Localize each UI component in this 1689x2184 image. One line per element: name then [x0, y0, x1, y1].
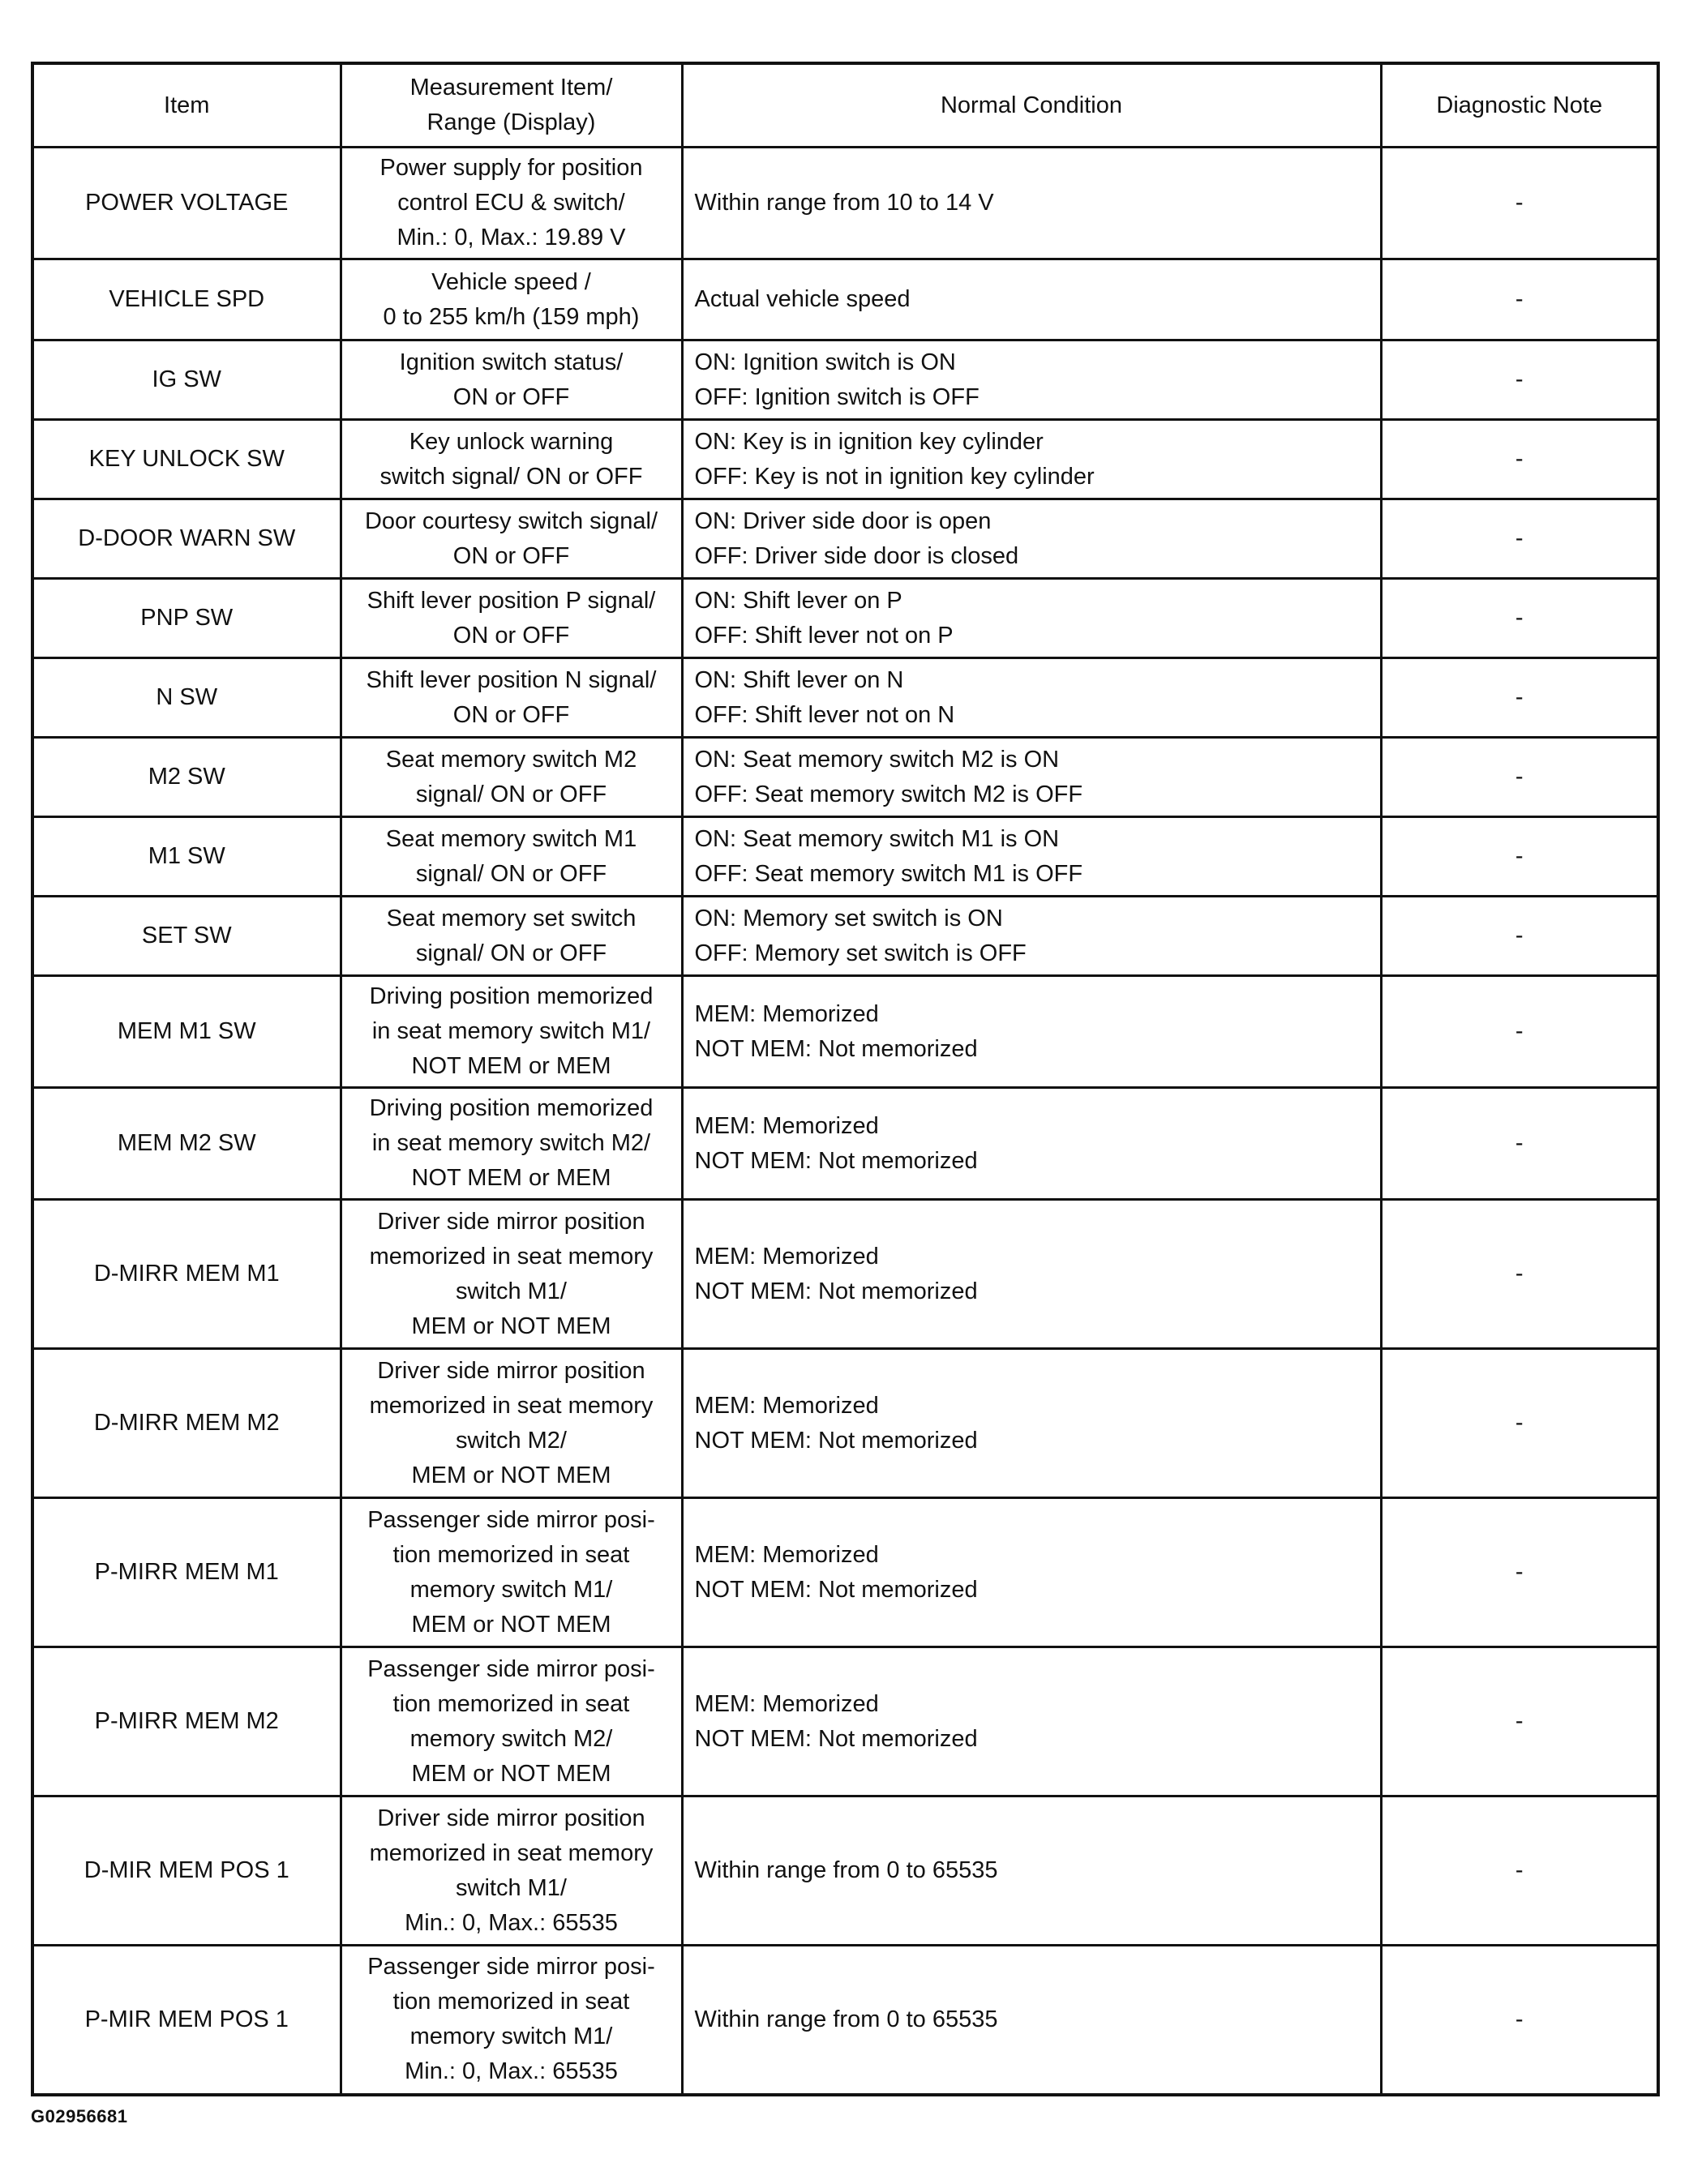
cell-item: P-MIRR MEM M1 — [32, 1498, 341, 1647]
cell-item: M2 SW — [32, 738, 341, 817]
cell-measurement: Driver side mirror position memorized in seat memory switch M2/ MEM or NOT MEM — [341, 1349, 682, 1498]
table-row — [32, 976, 1658, 1088]
cell-item: D-MIR MEM POS 1 — [32, 1796, 341, 1946]
cell-normal-condition: MEM: Memorized NOT MEM: Not memorized — [682, 1349, 1381, 1498]
cell-diagnostic-note: - — [1381, 579, 1658, 658]
cell-normal-condition: ON: Key is in ignition key cylinder OFF: Key is not in ignition key cylinder — [682, 420, 1381, 499]
header-measurement: Measurement Item/ Range (Display) — [341, 63, 682, 148]
table-row — [32, 340, 1658, 420]
cell-diagnostic-note: - — [1381, 1946, 1658, 2095]
table-row — [32, 897, 1658, 976]
cell-normal-condition: Within range from 0 to 65535 — [682, 1796, 1381, 1946]
cell-diagnostic-note: - — [1381, 148, 1658, 259]
cell-normal-condition: Actual vehicle speed — [682, 259, 1381, 340]
cell-diagnostic-note: - — [1381, 420, 1658, 499]
cell-normal-condition: Within range from 10 to 14 V — [682, 148, 1381, 259]
table-row — [32, 259, 1658, 340]
cell-measurement: Door courtesy switch signal/ ON or OFF — [341, 499, 682, 579]
table-row — [32, 1349, 1658, 1498]
cell-normal-condition: ON: Seat memory switch M1 is ON OFF: Seat memory switch M1 is OFF — [682, 817, 1381, 897]
cell-item: P-MIR MEM POS 1 — [32, 1946, 341, 2095]
cell-normal-condition: ON: Driver side door is open OFF: Driver side door is closed — [682, 499, 1381, 579]
cell-measurement: Driving position memorized in seat memory switch M2/ NOT MEM or MEM — [341, 1088, 682, 1200]
cell-normal-condition: ON: Shift lever on P OFF: Shift lever not on P — [682, 579, 1381, 658]
cell-diagnostic-note: - — [1381, 738, 1658, 817]
cell-diagnostic-note: - — [1381, 340, 1658, 420]
cell-measurement: Driving position memorized in seat memory switch M1/ NOT MEM or MEM — [341, 976, 682, 1088]
cell-item: PNP SW — [32, 579, 341, 658]
table-row — [32, 148, 1658, 259]
cell-measurement: Driver side mirror position memorized in seat memory switch M1/ MEM or NOT MEM — [341, 1200, 682, 1349]
table-row — [32, 499, 1658, 579]
table-row — [32, 1796, 1658, 1946]
figure-id: G02956681 — [31, 2106, 128, 2126]
table-row — [32, 738, 1658, 817]
cell-item: N SW — [32, 658, 341, 738]
cell-item: P-MIRR MEM M2 — [32, 1647, 341, 1796]
cell-normal-condition: ON: Ignition switch is ON OFF: Ignition switch is OFF — [682, 340, 1381, 420]
cell-diagnostic-note: - — [1381, 259, 1658, 340]
cell-normal-condition: MEM: Memorized NOT MEM: Not memorized — [682, 1200, 1381, 1349]
table-row — [32, 1498, 1658, 1647]
cell-diagnostic-note: - — [1381, 817, 1658, 897]
cell-item: D-MIRR MEM M2 — [32, 1349, 341, 1498]
cell-diagnostic-note: - — [1381, 976, 1658, 1088]
cell-item: D-MIRR MEM M1 — [32, 1200, 341, 1349]
cell-measurement: Shift lever position P signal/ ON or OFF — [341, 579, 682, 658]
cell-item: MEM M2 SW — [32, 1088, 341, 1200]
header-item: Item — [32, 63, 341, 148]
table-row — [32, 420, 1658, 499]
header-row — [32, 63, 1658, 148]
cell-normal-condition: ON: Memory set switch is ON OFF: Memory set switch is OFF — [682, 897, 1381, 976]
cell-diagnostic-note: - — [1381, 1647, 1658, 1796]
cell-measurement: Power supply for position control ECU & switch/ Min.: 0, Max.: 19.89 V — [341, 148, 682, 259]
cell-item: KEY UNLOCK SW — [32, 420, 341, 499]
cell-item: IG SW — [32, 340, 341, 420]
cell-item: M1 SW — [32, 817, 341, 897]
cell-normal-condition: ON: Shift lever on N OFF: Shift lever not on N — [682, 658, 1381, 738]
cell-diagnostic-note: - — [1381, 1088, 1658, 1200]
cell-measurement: Key unlock warning switch signal/ ON or OFF — [341, 420, 682, 499]
cell-item: VEHICLE SPD — [32, 259, 341, 340]
cell-measurement: Seat memory switch M1 signal/ ON or OFF — [341, 817, 682, 897]
cell-item: POWER VOLTAGE — [32, 148, 341, 259]
table-row — [32, 1200, 1658, 1349]
cell-diagnostic-note: - — [1381, 658, 1658, 738]
table-row — [32, 658, 1658, 738]
data-list-table — [31, 62, 1660, 2096]
table-body — [32, 148, 1658, 2095]
cell-measurement: Shift lever position N signal/ ON or OFF — [341, 658, 682, 738]
cell-measurement: Passenger side mirror posi- tion memorized in seat memory switch M1/ MEM or NOT MEM — [341, 1498, 682, 1647]
table-row — [32, 1946, 1658, 2095]
cell-diagnostic-note: - — [1381, 499, 1658, 579]
cell-measurement: Vehicle speed / 0 to 255 km/h (159 mph) — [341, 259, 682, 340]
cell-item: D-DOOR WARN SW — [32, 499, 341, 579]
cell-measurement: Driver side mirror position memorized in seat memory switch M1/ Min.: 0, Max.: 65535 — [341, 1796, 682, 1946]
cell-measurement: Passenger side mirror posi- tion memorized in seat memory switch M2/ MEM or NOT MEM — [341, 1647, 682, 1796]
cell-normal-condition: Within range from 0 to 65535 — [682, 1946, 1381, 2095]
cell-diagnostic-note: - — [1381, 897, 1658, 976]
cell-diagnostic-note: - — [1381, 1349, 1658, 1498]
cell-item: MEM M1 SW — [32, 976, 341, 1088]
table-row — [32, 579, 1658, 658]
cell-diagnostic-note: - — [1381, 1200, 1658, 1349]
table-row — [32, 817, 1658, 897]
cell-diagnostic-note: - — [1381, 1796, 1658, 1946]
cell-measurement: Passenger side mirror posi- tion memorized in seat memory switch M1/ Min.: 0, Max.: 65535 — [341, 1946, 682, 2095]
cell-normal-condition: MEM: Memorized NOT MEM: Not memorized — [682, 1647, 1381, 1796]
cell-measurement: Seat memory set switch signal/ ON or OFF — [341, 897, 682, 976]
table-row — [32, 1088, 1658, 1200]
cell-normal-condition: MEM: Memorized NOT MEM: Not memorized — [682, 976, 1381, 1088]
cell-item: SET SW — [32, 897, 341, 976]
table-row — [32, 1647, 1658, 1796]
cell-normal-condition: MEM: Memorized NOT MEM: Not memorized — [682, 1088, 1381, 1200]
cell-normal-condition: ON: Seat memory switch M2 is ON OFF: Seat memory switch M2 is OFF — [682, 738, 1381, 817]
header-normal-condition: Normal Condition — [682, 63, 1381, 148]
cell-normal-condition: MEM: Memorized NOT MEM: Not memorized — [682, 1498, 1381, 1647]
cell-diagnostic-note: - — [1381, 1498, 1658, 1647]
header-diagnostic-note: Diagnostic Note — [1381, 63, 1658, 148]
cell-measurement: Ignition switch status/ ON or OFF — [341, 340, 682, 420]
cell-measurement: Seat memory switch M2 signal/ ON or OFF — [341, 738, 682, 817]
